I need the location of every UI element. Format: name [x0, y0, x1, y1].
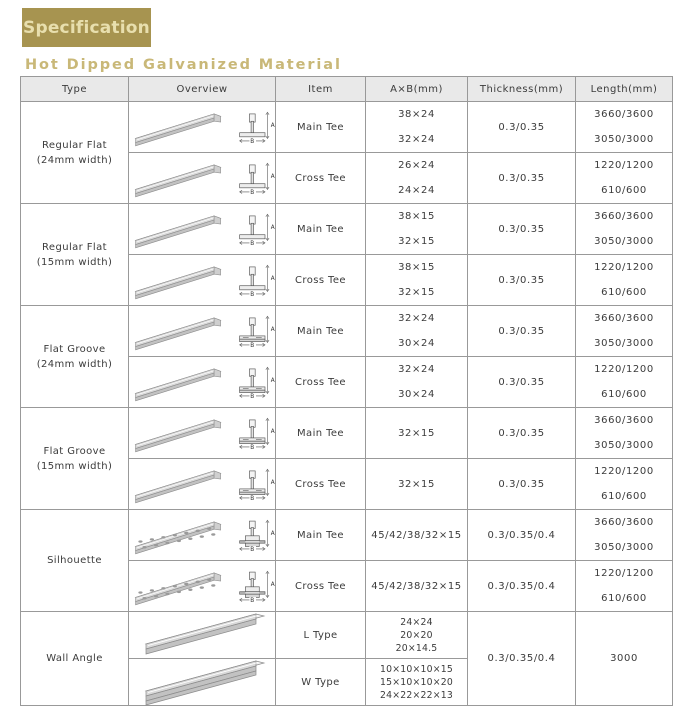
length-cell	[576, 204, 673, 255]
profile-3d-artwork	[129, 564, 227, 608]
overview-cell	[129, 459, 276, 510]
length-value: 3050/3000	[594, 134, 654, 145]
overview-cell	[129, 510, 276, 561]
overview-cell	[129, 153, 276, 204]
thickness-cell: 0.3/0.35	[468, 408, 576, 459]
item-cell: Cross Tee	[276, 357, 366, 408]
thickness-cell: 0.3/0.35	[468, 204, 576, 255]
item-cell: Main Tee	[276, 204, 366, 255]
cross-section-diagram	[229, 309, 275, 353]
column-header-length: Length(mm)	[576, 77, 673, 102]
ab-dimension-cell	[366, 510, 468, 561]
column-header-thickness: Thickness(mm)	[468, 77, 576, 102]
ab-dimension-cell	[366, 153, 468, 204]
ab-dimension-value: 38×24	[398, 109, 435, 120]
svg-text:B: B	[250, 189, 255, 196]
length-cell	[576, 408, 673, 459]
svg-text:A: A	[270, 225, 275, 231]
length-value: 3660/3600	[594, 313, 654, 324]
overview-cell	[129, 204, 276, 255]
item-cell: Main Tee	[276, 102, 366, 153]
overview-cell	[129, 659, 276, 706]
overview-cell	[129, 408, 276, 459]
overview-cell	[129, 102, 276, 153]
length-cell	[576, 612, 673, 706]
length-cell	[576, 459, 673, 510]
table-row	[21, 612, 673, 659]
column-header-type: Type	[21, 77, 129, 102]
item-cell: Cross Tee	[276, 153, 366, 204]
ab-dimension-value: 24×24	[400, 616, 433, 628]
overview-cell	[129, 306, 276, 357]
tee-profile-perforated-icon	[129, 512, 275, 558]
ab-dimension-cell	[366, 612, 468, 659]
length-value: 3660/3600	[594, 517, 654, 528]
svg-text:B: B	[250, 291, 255, 298]
ab-dimension-value: 38×15	[398, 211, 435, 222]
cross-section-diagram	[229, 360, 275, 404]
tee-profile-groove-icon	[129, 410, 275, 456]
thickness-cell: 0.3/0.35/0.4	[468, 612, 576, 706]
length-value: 1220/1200	[594, 160, 654, 171]
ab-dimension-value: 32×24	[398, 313, 435, 324]
type-cell	[21, 204, 129, 306]
type-label-line: Wall Angle	[46, 653, 103, 664]
specification-badge-label: Specification	[23, 17, 150, 38]
svg-text:A: A	[270, 327, 275, 333]
table-row	[21, 102, 673, 153]
length-cell	[576, 306, 673, 357]
ab-dimension-value: 45/42/38/32×15	[371, 580, 462, 592]
cross-section-diagram	[229, 462, 275, 506]
thickness-cell: 0.3/0.35	[468, 153, 576, 204]
length-value: 3050/3000	[594, 338, 654, 349]
length-value: 3660/3600	[594, 211, 654, 222]
type-label-line: Flat Groove	[43, 343, 106, 355]
type-cell	[21, 306, 129, 408]
ab-dimension-cell	[366, 306, 468, 357]
overview-cell	[129, 561, 276, 612]
length-value: 3050/3000	[594, 440, 654, 451]
overview-cell	[129, 612, 276, 659]
item-cell: Cross Tee	[276, 561, 366, 612]
length-value: 3050/3000	[594, 236, 654, 247]
table-body	[21, 102, 673, 706]
item-cell: W Type	[276, 659, 366, 706]
profile-3d-artwork	[129, 105, 227, 149]
ab-dimension-cell	[366, 204, 468, 255]
item-cell: Main Tee	[276, 408, 366, 459]
type-label-line: (24mm width)	[36, 154, 113, 166]
ab-dimension-value: 32×15	[398, 287, 435, 298]
length-value: 1220/1200	[594, 568, 654, 579]
type-cell	[21, 510, 129, 612]
ab-dimension-cell	[366, 102, 468, 153]
svg-text:B: B	[250, 444, 255, 451]
tee-profile-groove-icon	[129, 359, 275, 405]
ab-dimension-value: 32×15	[398, 236, 435, 247]
profile-3d-artwork	[129, 258, 227, 302]
length-cell	[576, 561, 673, 612]
length-value: 3000	[610, 653, 638, 664]
specification-badge	[22, 8, 151, 47]
ab-dimension-value: 32×15	[398, 427, 435, 439]
ab-dimension-value: 10×10×10×15	[380, 663, 453, 675]
svg-text:B: B	[250, 342, 255, 349]
overview-cell	[129, 357, 276, 408]
thickness-cell: 0.3/0.35	[468, 255, 576, 306]
length-value: 610/600	[601, 389, 647, 400]
svg-text:B: B	[250, 138, 255, 145]
svg-text:B: B	[250, 240, 255, 247]
ab-dimension-value: 32×24	[398, 364, 435, 375]
length-value: 610/600	[601, 185, 647, 196]
ab-dimension-value: 15×10×10×20	[380, 676, 453, 688]
ab-dimension-cell	[366, 357, 468, 408]
svg-text:A: A	[270, 582, 275, 588]
length-cell	[576, 255, 673, 306]
length-value: 3660/3600	[594, 109, 654, 120]
svg-text:A: A	[270, 480, 275, 486]
length-value: 1220/1200	[594, 262, 654, 273]
length-value: 610/600	[601, 491, 647, 502]
profile-3d-artwork	[129, 462, 227, 506]
page-title: Hot Dipped Galvanized Material	[25, 57, 342, 73]
ab-dimension-cell	[366, 561, 468, 612]
svg-text:B: B	[250, 393, 255, 400]
item-cell: Main Tee	[276, 306, 366, 357]
cross-section-diagram	[229, 105, 275, 149]
ab-dimension-cell	[366, 459, 468, 510]
overview-cell	[129, 255, 276, 306]
ab-dimension-value: 38×15	[398, 262, 435, 273]
length-value: 3050/3000	[594, 542, 654, 553]
column-header-item: Item	[276, 77, 366, 102]
table-row	[21, 408, 673, 459]
type-cell	[21, 408, 129, 510]
type-label-line: Regular Flat	[42, 241, 107, 253]
tee-profile-flat-icon	[129, 104, 275, 150]
specification-table	[20, 76, 673, 706]
ab-dimension-value: 26×24	[398, 160, 435, 171]
tee-profile-flat-icon	[129, 257, 275, 303]
thickness-cell: 0.3/0.35	[468, 459, 576, 510]
svg-text:B: B	[250, 597, 255, 604]
item-cell: Main Tee	[276, 510, 366, 561]
svg-text:A: A	[270, 174, 275, 180]
svg-text:A: A	[270, 531, 275, 537]
ab-dimension-cell	[366, 659, 468, 706]
length-cell	[576, 510, 673, 561]
tee-profile-groove-icon	[129, 461, 275, 507]
profile-3d-artwork	[129, 207, 227, 251]
table-header-row	[21, 77, 673, 102]
length-value: 610/600	[601, 287, 647, 298]
length-value: 1220/1200	[594, 364, 654, 375]
tee-profile-flat-icon	[129, 206, 275, 252]
svg-text:B: B	[250, 546, 255, 553]
column-header-overview: Overview	[129, 77, 276, 102]
thickness-cell: 0.3/0.35	[468, 102, 576, 153]
svg-text:A: A	[270, 378, 275, 384]
cross-section-diagram	[229, 156, 275, 200]
length-value: 1220/1200	[594, 466, 654, 477]
length-cell	[576, 357, 673, 408]
ab-dimension-value: 24×24	[398, 185, 435, 196]
table-row	[21, 510, 673, 561]
ab-dimension-value: 32×24	[398, 134, 435, 145]
angle-profile-l-icon	[129, 612, 275, 658]
table-row	[21, 306, 673, 357]
ab-dimension-value: 32×15	[398, 478, 435, 490]
cross-section-diagram	[229, 207, 275, 251]
thickness-cell: 0.3/0.35	[468, 357, 576, 408]
profile-3d-artwork	[136, 657, 268, 707]
ab-dimension-value: 30×24	[398, 389, 435, 400]
type-label-line: (15mm width)	[36, 256, 113, 268]
angle-profile-w-icon	[129, 659, 275, 705]
length-cell	[576, 153, 673, 204]
cross-section-diagram	[229, 564, 275, 608]
svg-text:A: A	[270, 276, 275, 282]
type-label-line: Regular Flat	[42, 139, 107, 151]
length-cell	[576, 102, 673, 153]
type-label-line: Silhouette	[47, 555, 102, 566]
thickness-cell: 0.3/0.35/0.4	[468, 561, 576, 612]
type-label-line: (15mm width)	[36, 460, 113, 472]
length-value: 3660/3600	[594, 415, 654, 426]
ab-dimension-value: 20×20	[400, 629, 433, 641]
item-cell: L Type	[276, 612, 366, 659]
svg-text:A: A	[270, 123, 275, 129]
tee-profile-flat-icon	[129, 155, 275, 201]
profile-3d-artwork	[129, 309, 227, 353]
ab-dimension-value: 45/42/38/32×15	[371, 529, 462, 541]
thickness-cell: 0.3/0.35	[468, 306, 576, 357]
column-header-ab: A×B(mm)	[366, 77, 468, 102]
tee-profile-perforated-icon	[129, 563, 275, 609]
cross-section-diagram	[229, 411, 275, 455]
type-cell	[21, 102, 129, 204]
ab-dimension-value: 20×14.5	[395, 642, 438, 654]
length-value: 610/600	[601, 593, 647, 604]
thickness-cell: 0.3/0.35/0.4	[468, 510, 576, 561]
type-cell	[21, 612, 129, 706]
item-cell: Cross Tee	[276, 459, 366, 510]
tee-profile-groove-icon	[129, 308, 275, 354]
ab-dimension-cell	[366, 255, 468, 306]
ab-dimension-value: 24×22×22×13	[380, 689, 453, 701]
profile-3d-artwork	[129, 156, 227, 200]
ab-dimension-cell	[366, 408, 468, 459]
ab-dimension-value: 30×24	[398, 338, 435, 349]
svg-text:A: A	[270, 429, 275, 435]
cross-section-diagram	[229, 258, 275, 302]
type-label-line: Flat Groove	[43, 445, 106, 457]
profile-3d-artwork	[129, 513, 227, 557]
svg-text:B: B	[250, 495, 255, 502]
type-label-line: (24mm width)	[36, 358, 113, 370]
profile-3d-artwork	[129, 411, 227, 455]
profile-3d-artwork	[136, 610, 268, 660]
profile-3d-artwork	[129, 360, 227, 404]
item-cell: Cross Tee	[276, 255, 366, 306]
table-row	[21, 204, 673, 255]
cross-section-diagram	[229, 513, 275, 557]
